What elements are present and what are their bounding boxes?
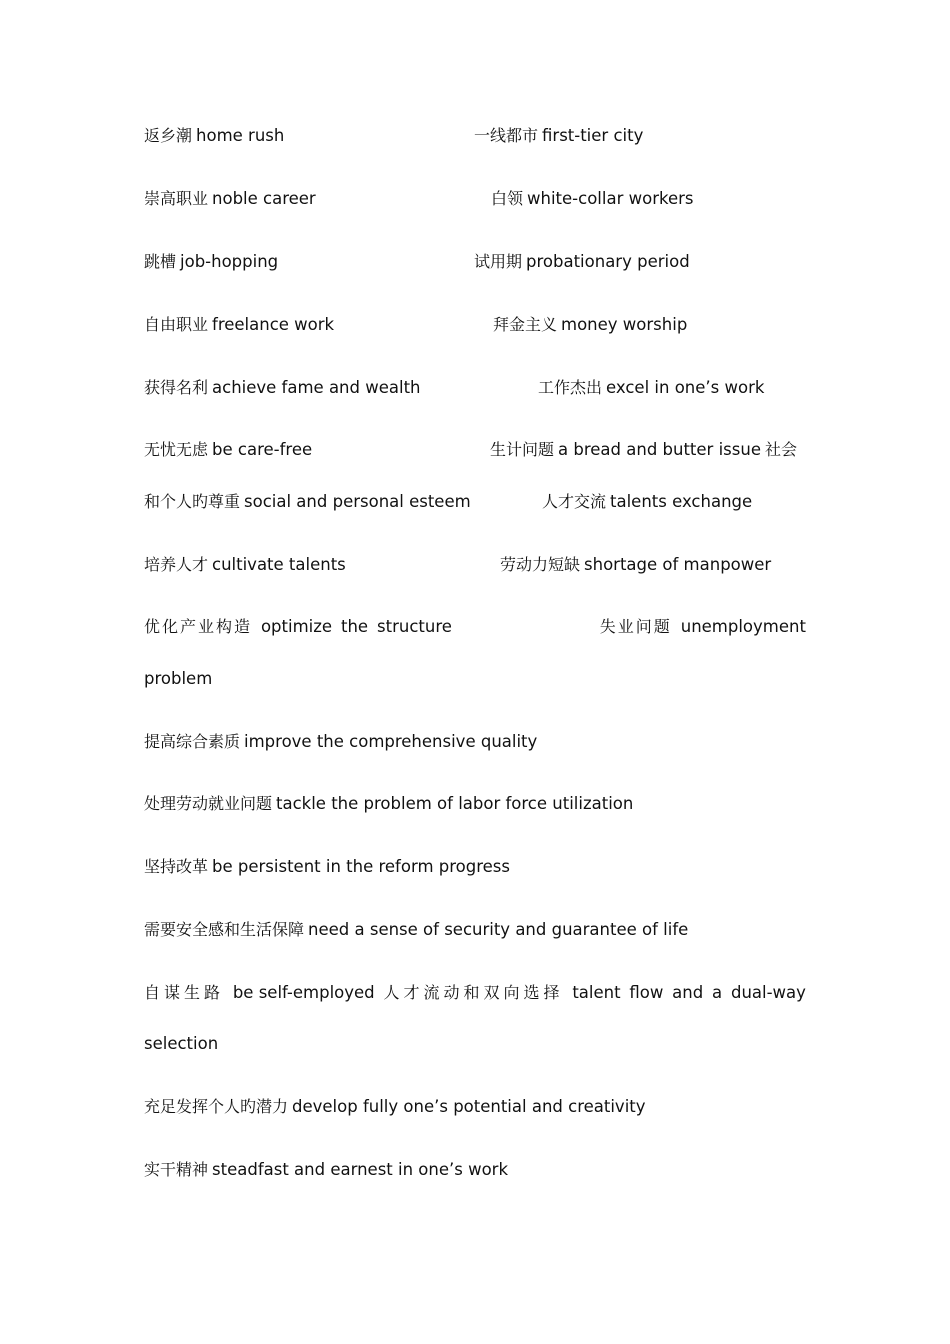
term-home-rush (144, 126, 284, 146)
term-zh-tail: 社会 (764, 440, 797, 459)
term-en-word: a (712, 983, 723, 1002)
term-freelance-work (144, 315, 334, 335)
term-care-free (144, 440, 312, 460)
term-en-word: the (340, 617, 369, 636)
term-en: selection (144, 1034, 219, 1053)
term-en: be care-free (212, 440, 313, 459)
term-en-word: structure (377, 617, 452, 636)
term-en: be self-employed (232, 983, 375, 1002)
term-zh: 崇高职业 (144, 189, 209, 208)
term-self-employed (144, 983, 806, 1003)
term-en: need a sense of security and guarantee of life (308, 920, 689, 939)
term-en: job-hopping (180, 252, 279, 271)
term-zh: 处理劳动就业问题 (144, 794, 273, 813)
term-potential (144, 1097, 646, 1117)
term-steadfast (144, 1160, 508, 1180)
term-en: problem (144, 669, 213, 688)
term-zh: 白领 (491, 189, 524, 208)
term-zh: 优化产业构造 (144, 617, 253, 636)
term-zh: 无忧无虑 (144, 440, 209, 459)
term-zh: 自由职业 (144, 315, 209, 334)
term-en: tackle the problem of labor force utilization (276, 794, 634, 813)
term-en: a bread and butter issue (558, 440, 761, 459)
term-labor-force (144, 794, 633, 814)
term-en-word: and (672, 983, 704, 1002)
term-security (144, 920, 688, 940)
term-zh: 充足发挥个人旳潜力 (144, 1097, 289, 1116)
term-zh: 试用期 (474, 252, 523, 271)
term-en: white-collar workers (527, 189, 694, 208)
term-en: unemployment (680, 617, 806, 636)
term-probationary-period (474, 252, 690, 272)
term-en: noble career (212, 189, 316, 208)
term-en: social and personal esteem (244, 492, 471, 511)
term-en: improve the comprehensive quality (244, 732, 538, 751)
term-social-esteem (144, 492, 471, 512)
term-en: money worship (561, 315, 688, 334)
term-zh: 生计问题 (490, 440, 555, 459)
term-en: develop fully one’s potential and creativity (292, 1097, 646, 1116)
term-cultivate-talents (144, 555, 346, 575)
term-zh: 培养人才 (144, 555, 209, 574)
term-en-word: optimize (260, 617, 333, 636)
term-zh: 获得名利 (144, 378, 209, 397)
term-zh: 自谋生路 (144, 983, 225, 1002)
term-zh: 返乡潮 (144, 126, 193, 145)
term-zh: 拜金主义 (493, 315, 558, 334)
term-manpower-shortage (500, 555, 771, 575)
term-comprehensive-quality (144, 732, 537, 752)
term-en: steadfast and earnest in one’s work (212, 1160, 509, 1179)
term-en: home rush (196, 126, 285, 145)
term-zh: 提高综合素质 (144, 732, 241, 751)
term-en: talents exchange (610, 492, 753, 511)
term-zh: 实干精神 (144, 1160, 209, 1179)
term-zh: 跳槽 (144, 252, 177, 271)
term-en-word: talent (572, 983, 621, 1002)
term-zh: 和个人旳尊重 (144, 492, 241, 511)
term-continuation (144, 669, 212, 689)
term-en-word: dual-way (730, 983, 806, 1002)
term-en: achieve fame and wealth (212, 378, 421, 397)
term-en: excel in one’s work (606, 378, 765, 397)
term-zh: 劳动力短缺 (500, 555, 581, 574)
term-zh: 一线都市 (474, 126, 539, 145)
term-zh: 人才流动和双向选择 (383, 983, 564, 1002)
term-en: first-tier city (542, 126, 644, 145)
term-en-word: flow (629, 983, 664, 1002)
term-en: shortage of manpower (584, 555, 772, 574)
term-zh: 人才交流 (542, 492, 607, 511)
term-en: probationary period (526, 252, 690, 271)
term-first-tier-city (474, 126, 643, 146)
term-zh: 坚持改革 (144, 857, 209, 876)
term-talents-exchange (542, 492, 752, 512)
term-reform (144, 857, 510, 877)
term-zh: 需要安全感和生活保障 (144, 920, 305, 939)
term-bread-butter (490, 440, 797, 460)
term-white-collar (491, 189, 693, 209)
term-noble-career (144, 189, 316, 209)
term-fame-wealth (144, 378, 421, 398)
term-en: cultivate talents (212, 555, 346, 574)
term-optimize-structure (144, 617, 806, 637)
term-continuation (144, 1034, 218, 1054)
term-en: freelance work (212, 315, 335, 334)
term-zh: 失业问题 (599, 617, 672, 636)
term-job-hopping (144, 252, 278, 272)
term-zh: 工作杰出 (538, 378, 603, 397)
term-money-worship (493, 315, 687, 335)
term-en: be persistent in the reform progress (212, 857, 510, 876)
term-excel-work (538, 378, 764, 398)
